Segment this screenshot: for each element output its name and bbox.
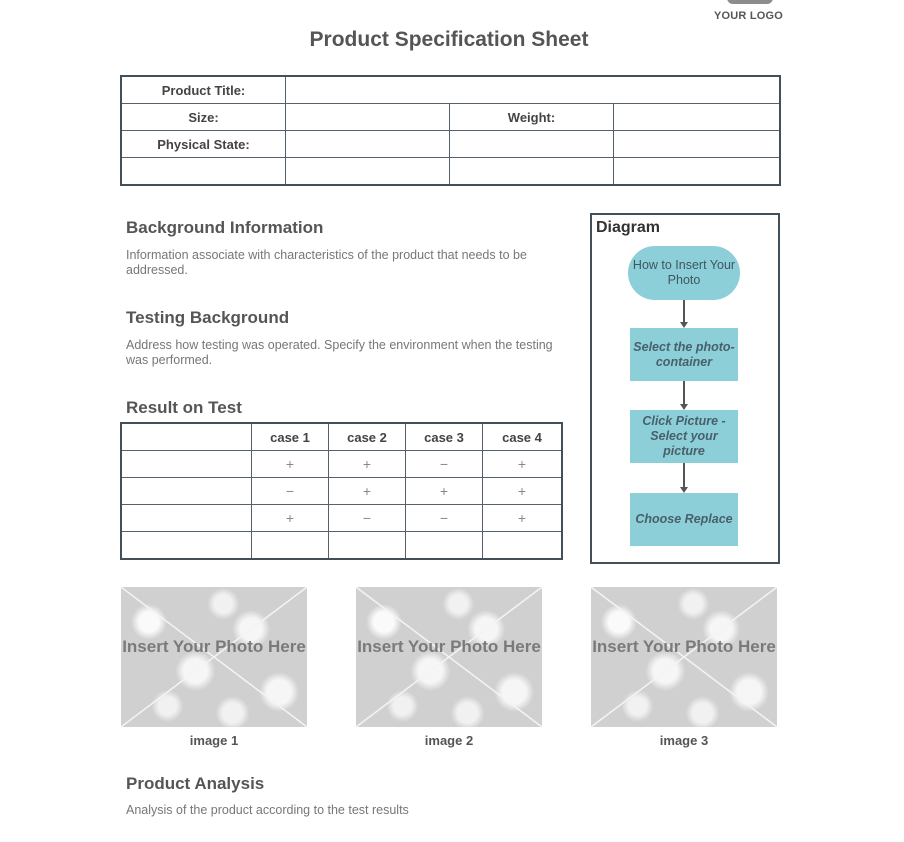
- result-cell: +: [329, 478, 406, 505]
- analysis-text: Analysis of the product according to the test results: [126, 803, 409, 817]
- physical-state-label: Physical State:: [122, 131, 286, 158]
- spec-cell[interactable]: [614, 158, 780, 185]
- weight-label: Weight:: [450, 104, 614, 131]
- flow-step-node[interactable]: Select the photo-container: [630, 328, 738, 381]
- result-cell: +: [406, 478, 483, 505]
- row-label-cell[interactable]: [122, 451, 252, 478]
- testing-text: Address how testing was operated. Specify the environment when the testing was performed.: [126, 338, 553, 367]
- flow-arrow-line: [683, 463, 685, 487]
- row-label-cell[interactable]: [122, 532, 252, 559]
- case-header: case 2: [329, 424, 406, 451]
- placeholder-cross-icon: [356, 587, 542, 727]
- flow-arrow-line: [683, 381, 685, 404]
- row-label-cell[interactable]: [122, 478, 252, 505]
- flow-step-node[interactable]: Choose Replace: [630, 493, 738, 546]
- weight-field[interactable]: [614, 104, 780, 131]
- image-caption: image 1: [189, 733, 239, 748]
- table-row: [122, 532, 562, 559]
- results-heading: Result on Test: [126, 398, 242, 417]
- result-cell: +: [252, 505, 329, 532]
- spec-row: [122, 77, 780, 104]
- spec-cell[interactable]: [286, 158, 450, 185]
- table-row: [122, 478, 562, 505]
- spec-cell[interactable]: [614, 131, 780, 158]
- result-cell[interactable]: [329, 532, 406, 559]
- result-cell: −: [406, 451, 483, 478]
- photo-placeholder-label: Insert Your Photo Here: [357, 637, 541, 656]
- results-table: [121, 423, 562, 559]
- background-heading: Background Information: [126, 218, 324, 237]
- result-cell[interactable]: [252, 532, 329, 559]
- photo-placeholder-label: Insert Your Photo Here: [122, 637, 306, 656]
- spec-row: [122, 158, 780, 185]
- diagram-title: Diagram: [596, 219, 661, 236]
- analysis-heading: Product Analysis: [126, 774, 265, 793]
- table-row: [122, 505, 562, 532]
- result-cell: +: [483, 505, 562, 532]
- background-text: Information associate with characteristics of the product that needs to be addressed.: [126, 248, 527, 277]
- physical-state-field[interactable]: [286, 131, 450, 158]
- photo-placeholder-1[interactable]: [121, 587, 307, 727]
- result-cell[interactable]: [483, 532, 562, 559]
- result-cell: −: [406, 505, 483, 532]
- placeholder-cross-icon: [121, 587, 307, 727]
- result-cell[interactable]: [406, 532, 483, 559]
- image-caption: image 2: [424, 733, 474, 748]
- result-cell: +: [483, 451, 562, 478]
- case-header: case 1: [252, 424, 329, 451]
- flow-step-node[interactable]: Click Picture - Select your picture: [630, 410, 738, 463]
- size-field[interactable]: [286, 104, 450, 131]
- case-header: case 4: [483, 424, 562, 451]
- case-header: case 3: [406, 424, 483, 451]
- results-header-row: [122, 424, 562, 451]
- photo-placeholder-3[interactable]: [591, 587, 777, 727]
- result-cell: +: [483, 478, 562, 505]
- photo-placeholder-label: Insert Your Photo Here: [592, 637, 776, 656]
- testing-heading: Testing Background: [126, 308, 290, 327]
- result-cell: +: [329, 451, 406, 478]
- table-row: [122, 451, 562, 478]
- spec-row: [122, 104, 780, 131]
- page-title: Product Specification Sheet: [309, 28, 589, 51]
- placeholder-cross-icon: [591, 587, 777, 727]
- product-title-label: Product Title:: [122, 77, 286, 104]
- spec-cell[interactable]: [450, 131, 614, 158]
- spec-cell[interactable]: [450, 158, 614, 185]
- result-cell: −: [252, 478, 329, 505]
- spec-table: [121, 76, 780, 185]
- row-label-cell[interactable]: [122, 505, 252, 532]
- flow-start-node[interactable]: How to Insert Your Photo: [628, 246, 740, 300]
- result-cell: +: [252, 451, 329, 478]
- size-label: Size:: [122, 104, 286, 131]
- results-corner-cell: [122, 424, 252, 451]
- result-cell: −: [329, 505, 406, 532]
- logo-shape: [727, 0, 773, 4]
- logo-text: YOUR LOGO: [714, 10, 784, 22]
- photo-placeholder-2[interactable]: [356, 587, 542, 727]
- spec-row: [122, 131, 780, 158]
- image-caption: image 3: [659, 733, 709, 748]
- product-title-field[interactable]: [286, 77, 780, 104]
- spec-cell[interactable]: [122, 158, 286, 185]
- flow-arrow-line: [683, 300, 685, 322]
